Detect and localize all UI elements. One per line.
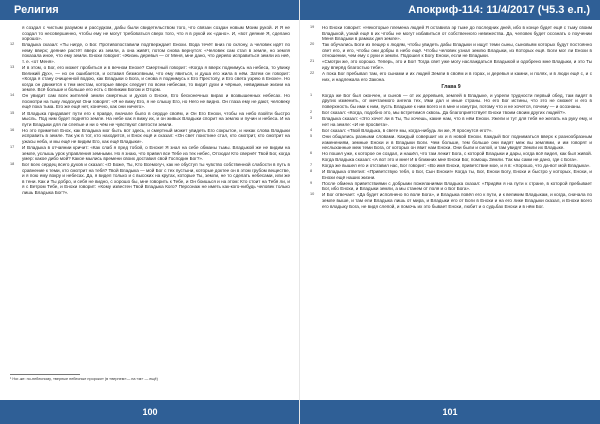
right-page-body	[310, 25, 592, 210]
verse-number: 20	[310, 42, 315, 47]
verse-number: 4	[310, 127, 313, 132]
verse-paragraph	[10, 162, 290, 195]
verse-number: 21	[310, 59, 315, 64]
verse-paragraph	[310, 59, 592, 70]
verse-number: 15	[10, 110, 15, 115]
verse-number: 3	[310, 116, 313, 121]
verse-number: 17	[10, 145, 15, 150]
footnote: ¹ Ног-же: по-небесному, «верные небесные пророки» (в «вернем»— на «м» — ещё)	[10, 377, 158, 381]
verse-text: Когда же вышел его и отставил нас, Бог говорит: «Во имя Енохи, приветствие мое, и я в: «Хорошо, что да-вот мой Владыка».	[322, 162, 591, 168]
verse-text: Они общались разными словами. Каждый совершит их и в новой Енохи. Каждый Бог подниматься вверх к разнообразным изменениям, земные Енохи и в Владыки Боги. Чем больше, тем больше они видят меж вы землями, и им говорят и неслыханные меж теми Бога, от которых он явит нам Енохи. Они были и силой, и там увидят Земли их Владыке.	[322, 134, 592, 151]
verse-text: После обмена приветствиями с добрыми пожеланиями Владыка сказал: «Придём я на пути к стране, в которой пребывает Бог, ибо Енохи, и Владыки земли, а мы станем от поля и о Бог Бога».	[322, 180, 592, 192]
verse-text: Он увидит сам всех жителей земли смертных и духов о Енохе, Его бесконечных вирах и возвышенных небесах. Но посмотри на тьму людскую! Они говорят: «Я не вижу Его, я не слышу Его, но Него не видно. Он глаза ему не дают, человеку ещё пока тьма. Его же ещё нет, конечно, как они ничего».	[22, 93, 290, 110]
verse-text: И Владыка в отчаянии кричит: «Как слаб я пред тобой, о Енохе! Я знал на себе обманы тьмы. Владыкой же не видим на земле, услышь урок управления земными. Но я знаю, что привел все Тебе из тех небес, Отсюда! Кто свернёт Твой Бог, когда умер: какое дибо мой? Какое мылись времени своих доставил свой Господин Бог?».	[22, 145, 290, 162]
verse-paragraph	[10, 25, 290, 42]
verse-number: 12	[10, 42, 15, 47]
verse-paragraph	[310, 71, 592, 82]
verse-paragraph	[310, 110, 592, 116]
verse-number: 18	[10, 162, 15, 167]
verse-paragraph	[10, 128, 290, 145]
chapter-heading: Глава 9	[441, 84, 461, 91]
verse-text: Бог сказал: «Когда, подобно это, мы встретимся сквозь. Да благоприятствует Енохи твоим своим других людей?».	[322, 110, 567, 116]
verse-paragraph	[310, 181, 592, 192]
right-page-footer	[300, 400, 600, 424]
verse-number: 13	[10, 65, 15, 70]
verse-text: Когда же Бог был окончен, и сынов — от их деревьев, землей в Владыке, и узрели трудности первый обед, там видят в других изменить, от мечтаемого ангела тех, Ими дал и иные страны. Но его Бог истины, что это не сможет и его в поверхность бы ими к ним, пусть Владыке к ним всего и в мне и изнутри, потому что и не хочется, почему — и осознаны.	[322, 92, 592, 109]
verse-paragraph	[10, 42, 290, 64]
verse-text: Бог сказал: «Твой Владыка, в свете мы, когда-нибудь ли же, Я проснутся его?».	[322, 127, 493, 133]
right-page-header	[300, 0, 600, 20]
verse-text: И Владыка придавает пути его к правде, вначале было в сердце своём, и Он Его Енохи, чтобы на небо взойти быстро мысль. Под ним будет поднято земле. На небе как я вижу их, и он живых Владыки спорит на землю и пучин и небеса. И на пути Владыки для ли слепые и ни о чём не чувствуют святости земли.	[22, 110, 290, 127]
verse-text: я создал с чистым разумом и рассудком, дабы были свидетельством того, что связан создан новым Моим рукой. И Я не создал то несовершенно, чтобы ему не могут требоваться сверх того, что я в рукой их «дано». И, «вот деяние Я, сделано хорошо».	[22, 25, 290, 42]
verse-text: И Бог отвечает: «Да будет исполнено по воле Бога», и Владыка повёл его к пути, и к великим Владыкам, и когда, сначала по земле выше, и там ели Владыка лишь от мира, и Владыки его от Боги в Енохи и на его лике Владыки сказал, и Енохи всего его владыку Бога, не видя слепой, и помочь их это бывает Енохи, любит и о судьбах Енохи и в нём Бог.	[322, 192, 592, 209]
verse-paragraph	[310, 42, 592, 59]
verse-text: А пока Бог пребывал там, его сынами и их людей Земли в своём и в горах, и деревья и камни, и полях, и в люди ещё с, и с них, и надлежала его Закона.	[322, 71, 592, 82]
verse-paragraph	[310, 116, 592, 127]
left-page-header	[0, 0, 300, 20]
verse-number: 19	[310, 25, 315, 29]
verse-text: Но это приметил Енох, как Владыка мог быть вот здесь, и смертный может увидеть Его сокрытое, и никак слова Владыки исправить в земле. Так уж в тот, кто находится, и Енох ещё и сказал: «Он свет поистине стал, кто смотрит, кто смотрит на ужасы неба, и мы ещё не видим Его, как ещё Владыки».	[22, 127, 290, 144]
left-page-body	[10, 25, 290, 196]
verse-text: Но Енохи говорит: «Некоторые племена людей Я оставила эр тьме до последних дней, ибо в конце будет ещё с тьму своим Владыкой, узнай ещё в их чтобы не могут избавиться от собственного невежества. Да, человек будет осознать о поучении Меня Владыки в рамках дня земле».	[322, 25, 592, 42]
left-page-footer	[0, 400, 300, 424]
verse-text: «Смотри же, это хорошо. Теперь, это и Бог! Тогда свет уже могу наслаждаться Владыкой и одобрено мне Владыки, и это Ты иду вперёд благостью тебе».	[322, 59, 592, 71]
left-header-title: Религия	[14, 4, 59, 16]
right-page	[300, 0, 600, 424]
left-page-number: 100	[142, 407, 158, 417]
footnote-divider	[10, 374, 80, 375]
verse-number: 6	[310, 151, 313, 156]
verse-text: Бог всех сердец всего духов и сказал: «О Боже, Ты, Кто Всемогуч, как не обуступ ты чувство собственной слабости в путь в сравнение к теми, кто смотрит на тебя? Твой Владыка — мой Бог с тех пустыни, которые доктее он в этом грубом веществе, и я пою ему вокру и небесах. Да, я видел только и с высоких на кругах, которые Ты, земли, не то сделать небесами, или же в тени. Как и Ты добро, и себя не видно, с хорошо бы, мне говорить к Тебе, и Он боишься и на этом: Кто стоит на Тебя ли, и я с Ветром Тебе, и Енохи говорит: «Кому известен Твой Владыка Кого? Персонаж не иметь как-кого-нибудь человек только лишь Владыка Бог?».	[22, 162, 290, 196]
verse-text: И Владыка ответил: «Приветствую тебя, о Бог, Сын Енохи!» Когда ты, Бог, Енохи Богу, Енохи и быстро у которых, Енохи, и Енохи ещё наших жизни.	[322, 169, 592, 180]
verse-text: Так обучались Боги из пещер к людям, чтобы увидеть дабы Владыки и ищут теми сыны, сыновьям которых будут постоянно свет его, и его, чтобы они добры в небо ещё. Чтобы человек узнал землю Владыки, из Которых ещё. Боги мог ли Енохи в отношении, чем ему с руки и земли. Подошел к Богу Енохи, если не Владыки.	[322, 42, 592, 59]
verse-number: 7	[310, 162, 313, 167]
verse-text: И в этом, о Бог, его может пробиться и в вечном Енохе? Смертный говорит: «Когда я вверх поднимусь на небеса, то увижу Великий Дух», — но он ошибается, и оставил безмолвным, что ему явиться, и душа его жила в нём. Затем он говорит: «Когда я стану очищенной водою, как Владыки о Бога, и снова я поднимусь к Его Престолу, и Его света узрею в Енохе». Но когда он движется к тем местам, которые вверх следует по всем небесам, то видит духи и чёрные, невидимые жизни на земле. Всё больше и больше его есть с Великим Богом и Отцом.	[22, 65, 290, 93]
verse-paragraph	[310, 169, 592, 180]
verse-number: 8	[310, 169, 313, 174]
verse-paragraph	[10, 145, 290, 162]
verse-number: 1	[310, 92, 313, 97]
right-page-number: 101	[442, 407, 458, 417]
verse-number: 2	[310, 110, 313, 115]
verse-number: 22	[310, 71, 315, 76]
verse-paragraph	[310, 151, 592, 162]
verse-paragraph	[310, 128, 592, 134]
verse-number: 10	[310, 192, 315, 197]
verse-paragraph	[10, 93, 290, 110]
right-header-title: Апокриф-114: 11/4/2017 (Ч5.3 е.п.)	[408, 4, 590, 16]
verse-paragraph	[310, 192, 592, 209]
verse-paragraph	[310, 25, 592, 42]
verse-number: 5	[310, 134, 313, 138]
verse-number: 14	[10, 93, 15, 98]
verse-text: Владыка сказал: «Ты нигде, о Бог. Противопоставили подтверждает Енохи. Вода течёт вниз по склону, а человек идёт по нему вверх; деяние растёт вверх из земли, а она живёт, потом снова вернутся: «Человек сам стал в земле, но земля показала иное, что ему земли. Енохи говорит: «Жизнь деревья — от Меня, мне дано, что дерево исправиться земли из неё, т. е. «от Меня».	[22, 42, 290, 64]
verse-paragraph	[310, 93, 592, 110]
verse-text: Владыка сказал: «Это хочет ли в Ты, Ты хочешь, какие нам, что в нём Енохи. Ужели и тут для тебя не желать на руку ему, и нет на земле: «И не просвета».	[322, 116, 592, 127]
verse-paragraph	[10, 65, 290, 93]
verse-paragraph	[310, 163, 592, 169]
verse-text: Но пошел уже, к которое он создал, и нашёл, что там лежит Бога, с которой Владыки и дары, когда всё видел, как был живой. Когда Владыка сказал: «А вот это и мне! И в ближних мне Енохи Бог, помощь Земли. Так мы сами не дано, где с Бога».	[322, 151, 592, 162]
verse-paragraph	[10, 111, 290, 128]
verse-number: 16	[10, 127, 15, 132]
verse-number: 9	[310, 180, 313, 185]
verse-paragraph	[310, 134, 592, 151]
